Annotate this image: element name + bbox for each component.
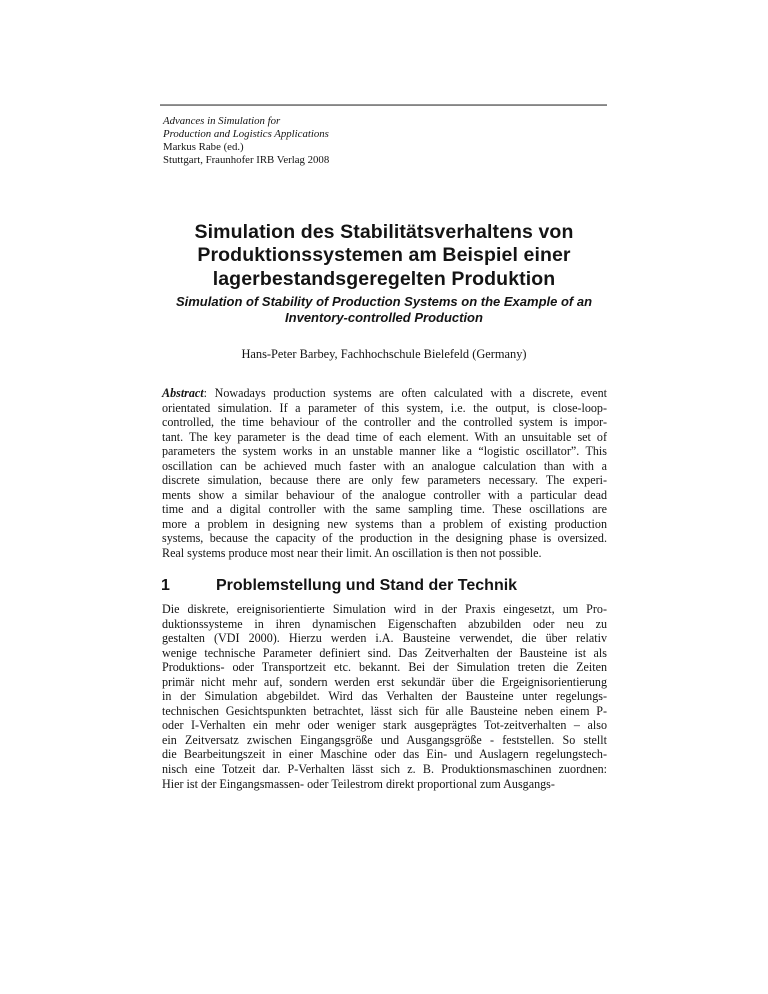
abstract-paragraph [162,386,607,561]
body-text-line: die Bearbeitungszeit in einer Maschine oder das Ein- und Auslagern regelungstech- [162,747,607,762]
section-1-number: 1 [161,577,170,594]
abstract-label: Abstract [162,386,204,400]
book-citation-block [163,115,329,167]
abstract-text-line: parameters the system works in an unstable manner like a “logistic oscillator”. This [162,444,607,459]
abstract-text-line: orientated simulation. If a parameter of this system, i.e. the output, is close-loop- [162,400,607,415]
body-text-line: Hier ist der Eingangsmassen- oder Teilestrom direkt proportional zum Ausgangs- [162,776,555,791]
section-1-title: Problemstellung und Stand der Technik [216,577,518,594]
body-text-line: ein Zeitversatz zwischen Eingangsgröße und Ausgangsgröße - feststellen. So stellt [162,732,607,747]
body-text-line: duktionssysteme in ihren dynamischen Eigenschaften abzubilden oder neu zu [162,616,607,631]
book-title-line-2: Production and Logistics Applications [163,128,329,140]
author-affiliation: Hans-Peter Barbey, Fachhochschule Bielefeld (Germany) [241,347,527,361]
paper-title-english-line: Simulation of Stability of Production Systems on the Example of an [175,294,593,309]
book-title-line-1: Advances in Simulation for [163,115,281,127]
paper-title-german-line: Produktionssystemen am Beispiel einer [197,244,571,267]
abstract-text-line: Real systems produce most near their limit. An oscillation is then not possible. [162,546,542,561]
abstract-text-line: ments show a similar behaviour of the analogue controller with a particular dead [162,487,607,502]
abstract-text-line: more a problem in designing new systems than a problem of existing production [162,516,607,531]
abstract-text-line: tant. The key parameter is the dead time of each element. With an unsuitable set of [162,429,607,444]
header-divider-rule [160,104,607,106]
paper-title-german-line: lagerbestandsgeregelten Produktion [212,267,556,290]
body-text-line: Produktions- oder Transportzeit etc. bekannt. Bei der Simulation treten die Zeiten [162,660,607,675]
abstract-text-line: systems, because the capacity of the production in the designing phase is oversized. [162,531,607,546]
abstract-text-line: discrete simulation, because there are only few parameters necessary. The experi- [162,473,607,488]
abstract-lines [162,401,607,561]
abstract-first-line [162,386,607,401]
paper-title-german [161,221,607,291]
abstract-text-line: oscillation can be achieved much faster with an analogue calculation than with a [162,458,607,473]
body-text-line: in der Simulation abgebildet. Wird das Verhalten der Bausteine unter regelungs- [162,689,607,704]
body-text-line: Die diskrete, ereignisorientierte Simulation wird in der Praxis eingesetzt, um Pro- [162,602,607,616]
body-text-line: technischen Gesichtspunkten betrachtet, lässt sich für alle Bausteine neben einem P- [162,703,607,718]
paper-title-german-line: Simulation des Stabilitätsverhaltens von [194,221,574,243]
paper-title-english [161,294,607,325]
body-text-line: primär nicht mehr auf, sondern werden erst sekundär über die Ergeignisorientierung [162,674,607,689]
book-editor: Markus Rabe (ed.) [163,141,244,153]
body-text-line: oder I-Verhalten ein mehr oder weniger stark ausgeprägtes Tot-zeitverhalten – also [162,718,607,733]
body-text-line: nisch eine Totzeit dar. P-Verhalten lässt sich z. B. Produktionsmaschinen zuordnen: [162,762,607,777]
body-text-line: wenige technische Parameter definiert sind. Das Zeitverhalten der Bausteine ist als [162,645,607,660]
body-text-line: gestalten (VDI 2000). Hierzu werden i.A. Bausteine verwendet, die über relativ [162,631,607,646]
abstract-first-line-text: : Nowadays production systems are often calculated with a discrete, event [203,386,607,400]
section-1-heading [161,576,607,596]
abstract-text-line: controlled, the time behaviour of the controller and the controlled system is impor- [162,415,607,430]
abstract-text-line: time and a digital controller with the same sampling time. These oscillations are [162,502,607,517]
book-publisher: Stuttgart, Fraunhofer IRB Verlag 2008 [163,154,330,166]
section-1-paragraph [162,602,607,791]
paper-title-english-line: Inventory-controlled Production [285,309,483,325]
